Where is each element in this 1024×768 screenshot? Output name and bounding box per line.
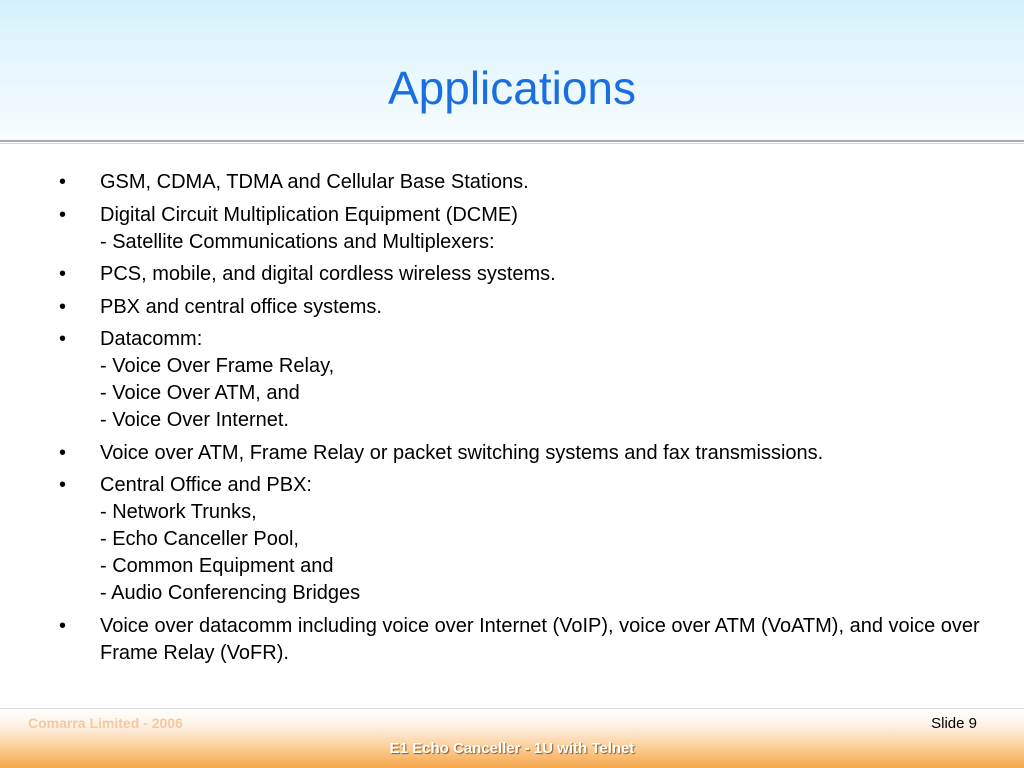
header-divider <box>0 140 1024 142</box>
sub-item: - Echo Canceller Pool, <box>100 528 299 550</box>
footer-company: Comarra Limited - 2006 <box>28 715 183 731</box>
sub-item: - Satellite Communications and Multiplexers: <box>100 230 495 253</box>
bullet-dot: • <box>59 614 67 637</box>
footer-product: E1 Echo Canceller - 1U with Telnet <box>389 740 635 757</box>
bullet-dot: • <box>59 295 67 318</box>
bullet-dot: • <box>59 263 67 285</box>
bullet-item <box>56 202 986 256</box>
bullet-item <box>56 440 986 467</box>
bullet-text: Central Office and PBX: <box>100 474 312 496</box>
bullet-item <box>56 472 986 607</box>
bullet-text: Voice over ATM, Frame Relay or packet switching systems and fax transmissions. <box>100 441 824 464</box>
bullet-dot: • <box>59 171 67 193</box>
bullet-item <box>56 169 986 196</box>
bullet-text: Voice over datacomm including voice over Internet (VoIP), voice over ATM (VoATM), and voice over Frame Relay (VoFR). <box>100 614 980 664</box>
bullet-text: GSM, CDMA, TDMA and Cellular Base Stations. <box>100 171 529 193</box>
bullet-text: PCS, mobile, and digital cordless wireless systems. <box>100 263 556 285</box>
bullet-text: PBX and central office systems. <box>100 295 382 318</box>
footer-slide-number: Slide 9 <box>931 715 977 732</box>
bullet-item <box>56 613 986 667</box>
bullet-dot: • <box>59 328 67 350</box>
sub-item: - Voice Over Internet. <box>100 409 289 431</box>
sub-item: - Audio Conferencing Bridges <box>100 582 361 604</box>
bullet-item <box>56 294 986 321</box>
bullet-item <box>56 261 986 288</box>
bullet-item <box>56 326 986 434</box>
bullet-text: Digital Circuit Multiplication Equipment (DCME) <box>100 203 518 226</box>
sub-item: - Voice Over ATM, and <box>100 382 300 404</box>
header-divider-secondary <box>0 143 1024 144</box>
bullet-list <box>56 169 986 672</box>
slide-title: Applications <box>387 62 637 114</box>
sub-item: - Voice Over Frame Relay, <box>100 355 335 377</box>
sub-item: - Common Equipment and <box>100 555 334 577</box>
bullet-text: Datacomm: <box>100 328 203 350</box>
bullet-dot: • <box>59 441 67 464</box>
sub-item: - Network Trunks, <box>100 501 257 523</box>
bullet-dot: • <box>59 203 67 226</box>
bullet-dot: • <box>59 474 67 496</box>
